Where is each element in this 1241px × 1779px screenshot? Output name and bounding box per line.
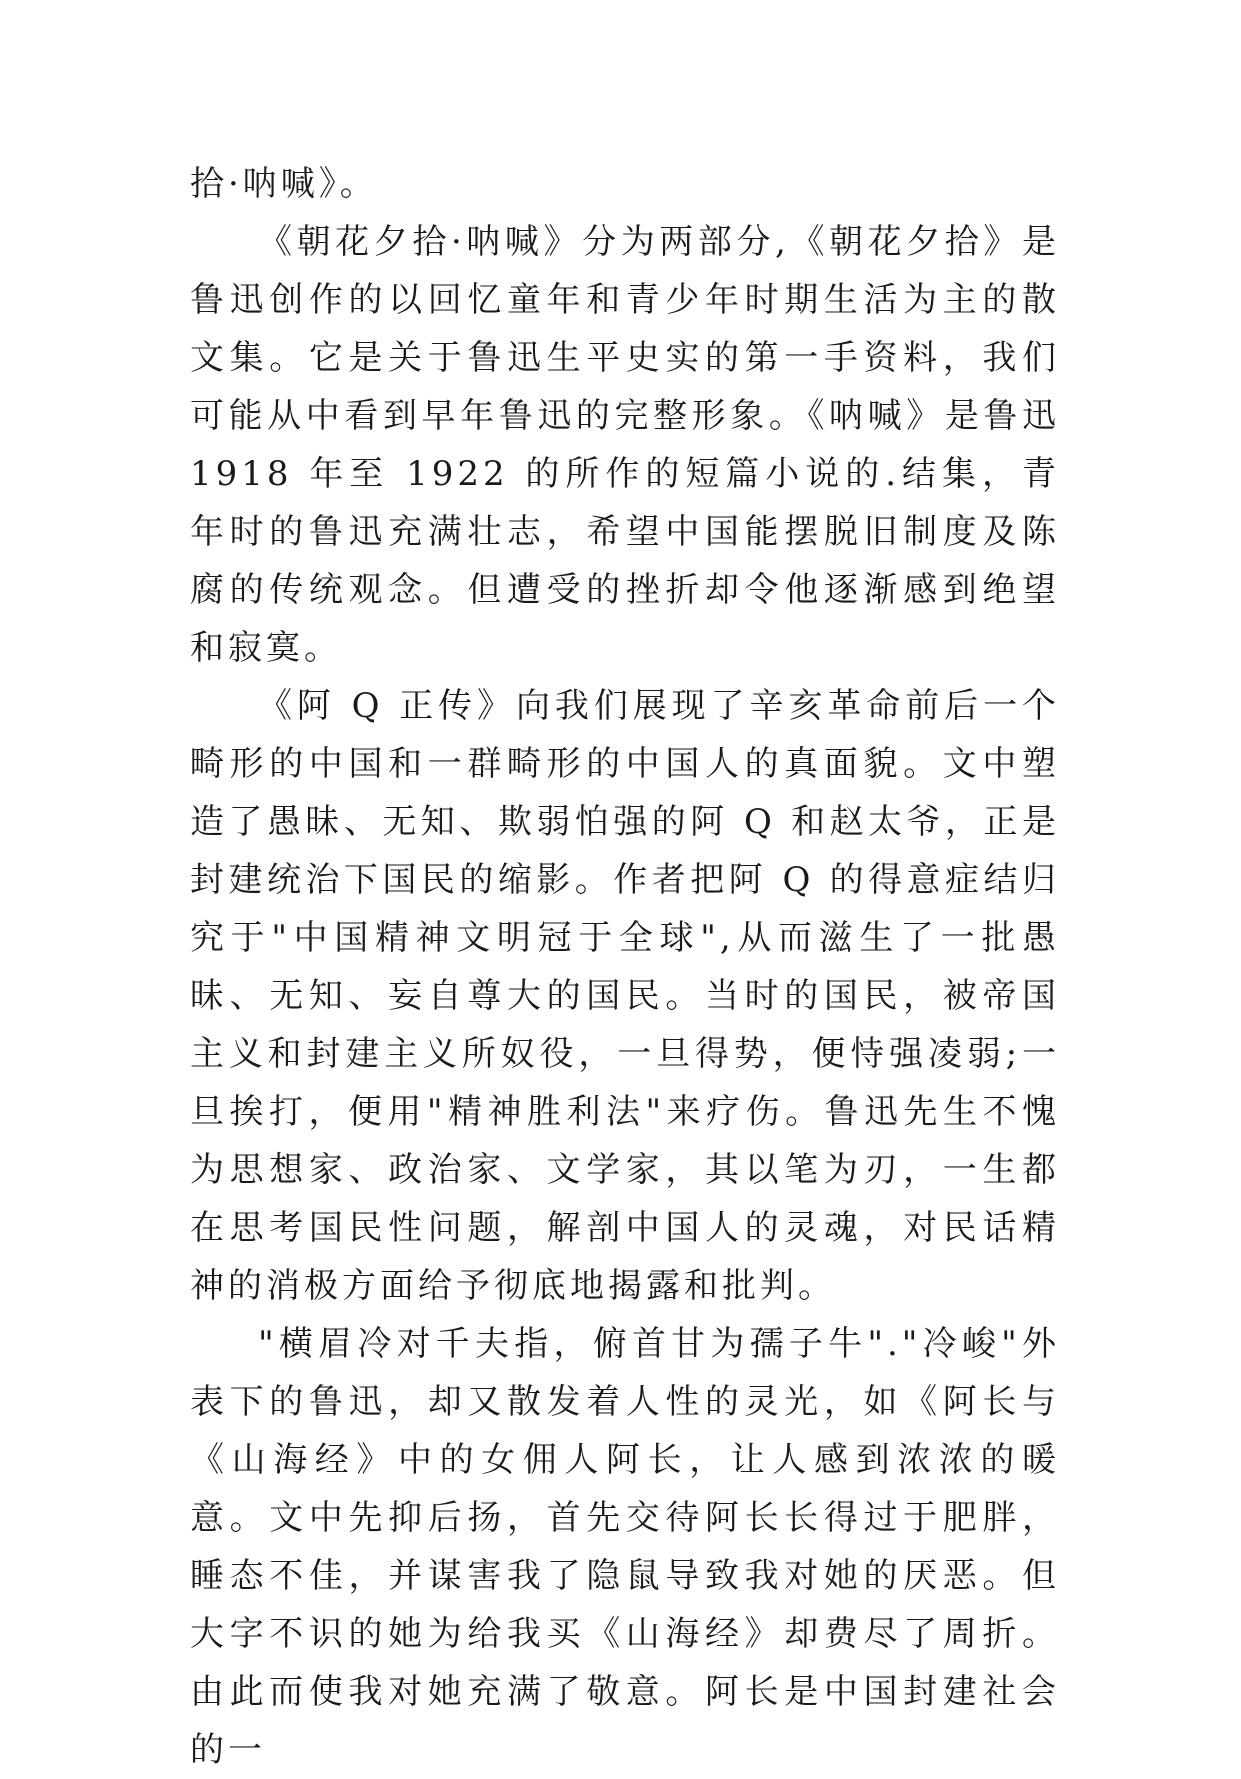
- paragraph-ah-q: 《阿 Q 正传》向我们展现了辛亥革命前后一个畸形的中国和一群畸形的中国人的真面貌。文中塑造了愚昧、无知、欺弱怕强的阿 Q 和赵太爷，正是封建统治下国民的缩影。作者把阿 Q 的得意症结归究于"中国精神文明冠于全球",从而滋生了一批愚昧、无知、妄自尊大的国民。当时的国民，被帝国主义和封建主义所奴役，一旦得势，便恃强凌弱;一旦挨打，便用"精神胜利法"来疗伤。鲁迅先生不愧为思想家、政治家、文学家，其以笔为刃，一生都在思考国民性问题，解剖中国人的灵魂，对民话精神的消极方面给予彻底地揭露和批判。: [190, 686, 1060, 1306]
- paragraph-ah-chang: "横眉冷对千夫指，俯首甘为孺子牛"."冷峻"外表下的鲁迅，却又散发着人性的灵光，如《阿长与《山海经》中的女佣人阿长，让人感到浓浓的暖意。文中先抑后扬，首先交待阿长长得过于肥胖，睡态不佳，并谋害我了隐鼠导致我对她的厌恶。但大字不识的她为给我买《山海经》却费尽了周折。由此而使我对她充满了敬意。阿长是中国封建社会的一: [190, 1324, 1060, 1770]
- document-body: [190, 155, 1060, 1779]
- paragraph-continuation: 拾·呐喊》。: [190, 164, 378, 204]
- paragraph-zhaohua-nahan: 《朝花夕拾·呐喊》分为两部分,《朝花夕拾》是鲁迅创作的以回忆童年和青少年时期生活为主的散文集。它是关于鲁迅生平史实的第一手资料，我们可能从中看到早年鲁迅的完整形象。《呐喊》是鲁迅 1918 年至 1922 的所作的短篇小说的.结集，青年时的鲁迅充满壮志，希望中国能摆脱旧制度及陈腐的传统观念。但遭受的挫折却令他逐渐感到绝望和寂寞。: [190, 222, 1060, 668]
